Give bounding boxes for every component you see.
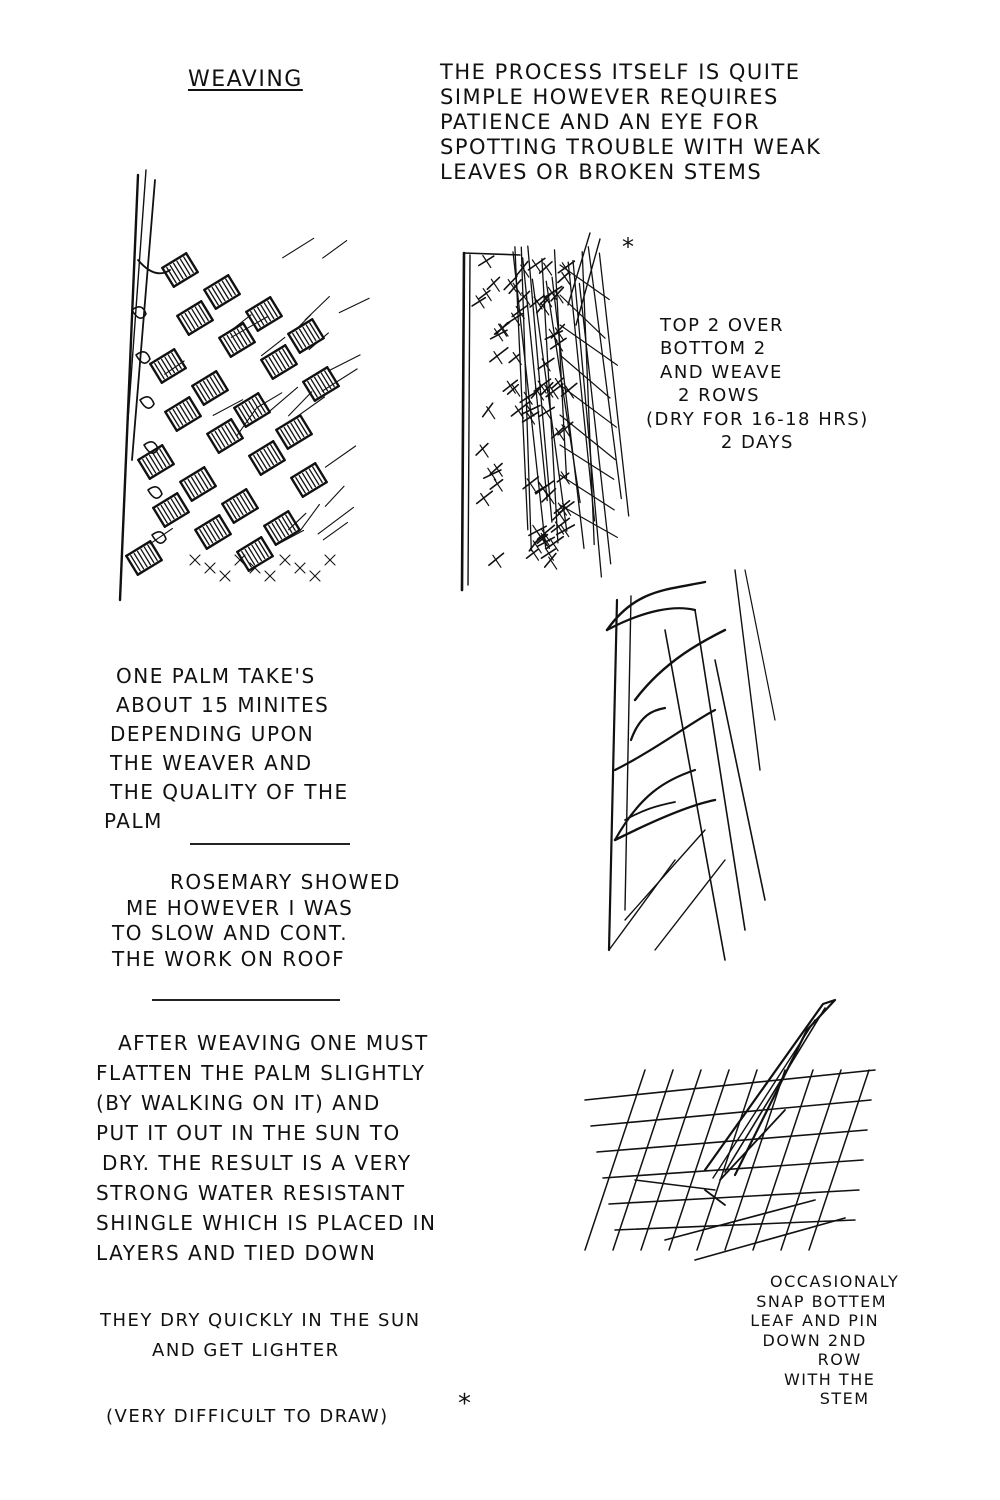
after-weaving-line: STRONG WATER RESISTANT bbox=[96, 1181, 406, 1205]
sketch-stroke bbox=[257, 454, 266, 469]
sketch-stroke bbox=[609, 600, 617, 950]
stem-pin-strokes bbox=[585, 1000, 875, 1260]
asterisk-mark: * bbox=[458, 1389, 473, 1419]
sketch-stroke bbox=[669, 1070, 729, 1250]
sketch-stroke bbox=[195, 307, 204, 322]
palm-time-line: THE WEAVER AND bbox=[110, 751, 313, 775]
sketch-stroke bbox=[148, 487, 162, 498]
sketch-stroke bbox=[183, 403, 192, 418]
sketch-stroke bbox=[294, 421, 303, 436]
sketch-stroke bbox=[156, 451, 165, 466]
sketch-stroke bbox=[204, 275, 228, 290]
sketch-stroke bbox=[641, 1070, 701, 1250]
weave-step-line: 2 DAYS bbox=[720, 431, 794, 453]
after-weaving-line: AFTER WEAVING ONE MUST bbox=[118, 1031, 429, 1055]
sketch-stroke bbox=[207, 379, 216, 394]
sketch-stroke bbox=[318, 507, 353, 534]
divider-line bbox=[190, 843, 350, 845]
sketch-stroke bbox=[160, 449, 169, 464]
sketch-stroke bbox=[215, 432, 224, 447]
sketch-stroke bbox=[162, 368, 186, 383]
snap-leaf-note bbox=[730, 1272, 899, 1409]
palm-time-line: DEPENDING UPON bbox=[110, 722, 315, 746]
sketch-stroke bbox=[192, 309, 201, 324]
sketch-stroke bbox=[234, 499, 243, 514]
weave-step-line: TOP 2 OVER bbox=[660, 315, 784, 336]
sketch-stroke bbox=[234, 508, 258, 523]
sketch-stroke bbox=[185, 482, 194, 497]
palm-leaf-fold-sketch bbox=[595, 570, 785, 965]
sketch-stroke bbox=[153, 493, 177, 508]
sketch-stroke bbox=[214, 375, 223, 390]
sketch-stroke bbox=[216, 294, 240, 309]
sketch-stroke bbox=[150, 349, 174, 364]
sketch-stroke bbox=[613, 1070, 673, 1250]
sketch-stroke bbox=[477, 491, 493, 503]
after-weaving-line: PUT IT OUT IN THE SUN TO bbox=[96, 1121, 401, 1145]
sketch-stroke bbox=[325, 446, 355, 467]
dry-quickly-line: AND GET LIGHTER bbox=[152, 1339, 340, 1361]
rosemary-line: ROSEMARY SHOWED bbox=[170, 870, 401, 894]
sketch-stroke bbox=[197, 386, 206, 401]
sketch-stroke bbox=[745, 570, 775, 720]
sketch-stroke bbox=[298, 419, 307, 434]
sketch-stroke bbox=[299, 476, 308, 491]
sketch-stroke bbox=[558, 261, 574, 273]
sketch-stroke bbox=[249, 401, 258, 416]
sketch-stroke bbox=[239, 408, 248, 423]
sketch-stroke bbox=[261, 451, 270, 466]
sketch-stroke bbox=[255, 543, 264, 558]
sketch-stroke bbox=[192, 486, 216, 501]
sketch-stroke bbox=[174, 263, 183, 278]
sketch-stroke bbox=[153, 453, 162, 468]
sketch-stroke bbox=[283, 238, 314, 257]
dry-quickly-line: THEY DRY QUICKLY IN THE SUN bbox=[100, 1310, 421, 1331]
sketch-stroke bbox=[735, 570, 760, 770]
snap-leaf-line: WITH THE bbox=[783, 1369, 876, 1389]
sketch-stroke bbox=[177, 416, 201, 431]
sketch-stroke bbox=[131, 556, 140, 571]
sketch-stroke bbox=[120, 175, 138, 600]
sketch-stroke bbox=[568, 233, 590, 305]
sketch-stroke bbox=[625, 830, 705, 920]
intro-line: SIMPLE HOWEVER REQUIRES bbox=[440, 84, 779, 109]
sketch-stroke bbox=[311, 380, 320, 395]
sketch-stroke bbox=[141, 549, 150, 564]
sketch-stroke bbox=[306, 325, 315, 340]
sketch-stroke bbox=[200, 530, 209, 545]
sketch-stroke bbox=[296, 478, 305, 493]
sketch-stroke bbox=[165, 512, 189, 527]
sketch-stroke bbox=[246, 297, 270, 312]
sketch-stroke bbox=[177, 301, 201, 316]
intro-line: SPOTTING TROUBLE WITH WEAK bbox=[440, 134, 822, 159]
weave-step-line: 2 ROWS bbox=[678, 385, 761, 407]
sketch-stroke bbox=[781, 1070, 841, 1250]
sketch-stroke bbox=[258, 307, 267, 322]
sketch-stroke bbox=[219, 429, 228, 444]
sketch-stroke bbox=[306, 471, 315, 486]
palm-leaf-fold-strokes bbox=[607, 570, 775, 960]
sketch-stroke bbox=[599, 253, 628, 516]
sketch-stroke bbox=[244, 493, 253, 508]
intro-line: THE PROCESS ITSELF IS QUITE bbox=[440, 60, 801, 84]
sketch-stroke bbox=[256, 397, 265, 412]
sketch-stroke bbox=[269, 526, 278, 541]
sketch-stroke bbox=[170, 412, 179, 427]
sketch-stroke bbox=[242, 406, 251, 421]
sketch-stroke bbox=[227, 504, 236, 519]
sketch-stroke bbox=[635, 1180, 715, 1190]
sketch-stroke bbox=[199, 305, 208, 320]
sketch-stroke bbox=[240, 495, 249, 510]
after-weaving-line: SHINGLE WHICH IS PLACED IN bbox=[96, 1211, 437, 1235]
sketch-stroke bbox=[177, 407, 186, 422]
sketch-stroke bbox=[182, 316, 191, 331]
woven-palm-sketch bbox=[110, 160, 360, 610]
sketch-stroke bbox=[261, 460, 285, 475]
sketch-stroke bbox=[252, 545, 261, 560]
sketch-stroke bbox=[185, 314, 194, 329]
sketch-stroke bbox=[165, 397, 189, 412]
sketch-stroke bbox=[266, 360, 275, 375]
sketch-stroke bbox=[281, 430, 290, 445]
sketch-stroke bbox=[259, 541, 268, 556]
intro-line: PATIENCE AND AN EYE FOR bbox=[440, 109, 761, 134]
sketch-stroke bbox=[204, 390, 228, 405]
sketch-stroke bbox=[143, 460, 152, 475]
sketch-stroke bbox=[323, 241, 347, 259]
sketch-stroke bbox=[192, 477, 201, 492]
sketch-stroke bbox=[322, 369, 357, 391]
sketch-stroke bbox=[325, 486, 344, 506]
sketch-stroke bbox=[242, 552, 251, 567]
sketch-stroke bbox=[251, 312, 260, 327]
sketch-stroke bbox=[165, 503, 174, 518]
weave-step-line: BOTTOM 2 bbox=[660, 338, 767, 360]
sketch-stroke bbox=[267, 447, 276, 462]
sketch-stroke bbox=[329, 355, 361, 371]
sketch-stroke bbox=[276, 521, 285, 536]
sketch-stroke bbox=[555, 250, 567, 478]
after-weaving-line: FLATTEN THE PALM SLIGHTLY bbox=[96, 1061, 426, 1085]
sketch-stroke bbox=[126, 541, 150, 556]
sketch-stroke bbox=[189, 320, 213, 335]
sketch-stroke bbox=[189, 311, 198, 326]
sketch-stroke bbox=[665, 630, 725, 960]
sketch-stroke bbox=[268, 301, 277, 316]
sketch-stroke bbox=[552, 277, 584, 548]
sketch-stroke bbox=[146, 458, 155, 473]
snap-leaf-line: DOWN 2ND bbox=[762, 1330, 867, 1350]
sketch-stroke bbox=[207, 525, 216, 540]
sketch-stroke bbox=[187, 401, 196, 416]
sketch-stroke bbox=[195, 475, 204, 490]
sketch-stroke bbox=[144, 547, 153, 562]
sketch-stroke bbox=[264, 511, 288, 526]
sketch-stroke bbox=[273, 355, 282, 370]
sketch-stroke bbox=[198, 473, 207, 488]
sketch-stroke bbox=[258, 316, 282, 331]
sketch-stroke bbox=[219, 438, 243, 453]
sketch-stroke bbox=[158, 508, 167, 523]
sketch-stroke bbox=[204, 381, 213, 396]
sketch-stroke bbox=[301, 505, 319, 530]
sketch-stroke bbox=[138, 560, 162, 575]
sketch-stroke bbox=[588, 247, 621, 499]
sketch-stroke bbox=[271, 387, 298, 410]
sketch-stroke bbox=[487, 407, 495, 419]
sketch-stroke bbox=[462, 253, 464, 590]
sketch-stroke bbox=[283, 349, 292, 364]
dense-weave-sketch bbox=[450, 225, 630, 600]
sketch-stroke bbox=[310, 323, 319, 338]
palm-time-note bbox=[104, 662, 349, 836]
rosemary-line: ME HOWEVER I WAS bbox=[126, 895, 354, 920]
sketch-stroke bbox=[227, 336, 236, 351]
sketch-stroke bbox=[184, 257, 193, 272]
sketch-stroke bbox=[213, 521, 222, 536]
sketch-stroke bbox=[313, 467, 322, 482]
sketch-stroke bbox=[271, 445, 280, 460]
sketch-stroke bbox=[134, 554, 143, 569]
sketch-stroke bbox=[289, 392, 312, 416]
snap-leaf-line: SNAP BOTTEM bbox=[756, 1291, 888, 1311]
sketch-stroke bbox=[219, 283, 228, 298]
sketch-stroke bbox=[303, 327, 312, 342]
sketch-stroke bbox=[150, 455, 159, 470]
sketch-stroke bbox=[174, 272, 198, 287]
sketch-stroke bbox=[162, 359, 171, 374]
sketch-stroke bbox=[279, 519, 288, 534]
sketch-stroke bbox=[300, 329, 309, 344]
sketch-stroke bbox=[209, 290, 218, 305]
sketch-stroke bbox=[237, 537, 261, 552]
sketch-stroke bbox=[254, 456, 263, 471]
sketch-stroke bbox=[200, 384, 209, 399]
sketch-stroke bbox=[217, 519, 226, 534]
sketch-stroke bbox=[249, 441, 273, 456]
page-title: WEAVING bbox=[188, 67, 303, 92]
sketch-stroke bbox=[276, 353, 285, 368]
sketch-stroke bbox=[585, 1070, 875, 1100]
sketch-stroke bbox=[180, 259, 189, 274]
sketch-stroke bbox=[339, 298, 369, 312]
sketch-stroke bbox=[222, 281, 231, 296]
difficult-to-draw-note: (VERY DIFFICULT TO DRAW) bbox=[106, 1406, 389, 1427]
woven-palm-strokes bbox=[120, 170, 369, 600]
sketch-stroke bbox=[631, 708, 665, 740]
after-weaving-line: DRY. THE RESULT IS A VERY bbox=[102, 1151, 412, 1175]
sketch-stroke bbox=[560, 505, 617, 537]
asterisk-mark: * bbox=[622, 233, 636, 261]
sketch-stroke bbox=[309, 469, 318, 484]
sketch-stroke bbox=[625, 802, 675, 820]
stem-pin-sketch bbox=[575, 990, 900, 1275]
sketch-stroke bbox=[231, 342, 255, 357]
sketch-stroke bbox=[272, 524, 281, 539]
sketch-stroke bbox=[725, 1008, 825, 1172]
sketch-stroke bbox=[158, 362, 167, 377]
sketch-stroke bbox=[464, 253, 520, 255]
sketch-stroke bbox=[288, 434, 312, 449]
sketch-stroke bbox=[249, 556, 273, 571]
after-weaving-line: LAYERS AND TIED DOWN bbox=[96, 1241, 377, 1265]
sketch-stroke bbox=[177, 261, 186, 276]
sketch-stroke bbox=[282, 517, 291, 532]
sketch-stroke bbox=[713, 1020, 815, 1178]
sketch-stroke bbox=[249, 547, 258, 562]
sketch-stroke bbox=[323, 522, 347, 539]
weave-step-line: AND WEAVE bbox=[660, 361, 783, 383]
sketch-stroke bbox=[148, 545, 157, 560]
sketch-stroke bbox=[284, 428, 293, 443]
sketch-stroke bbox=[294, 397, 325, 419]
snap-leaf-line: LEAF AND PIN bbox=[750, 1311, 880, 1331]
sketch-stroke bbox=[167, 268, 176, 283]
sketch-stroke bbox=[288, 319, 312, 334]
sketch-stroke bbox=[230, 502, 239, 517]
sketch-stroke bbox=[291, 423, 300, 438]
after-weaving-line: (BY WALKING ON IT) AND bbox=[96, 1091, 381, 1115]
sketch-stroke bbox=[171, 499, 180, 514]
palm-time-line: ABOUT 15 MINITES bbox=[116, 693, 330, 717]
sketch-stroke bbox=[203, 528, 212, 543]
sketch-stroke bbox=[635, 630, 725, 700]
after-weaving-note bbox=[96, 1028, 436, 1268]
sketch-stroke bbox=[226, 279, 235, 294]
sketch-stroke bbox=[222, 489, 246, 504]
sketch-stroke bbox=[538, 358, 554, 369]
sketch-stroke bbox=[170, 266, 179, 281]
intro-line: LEAVES OR BROKEN STEMS bbox=[440, 159, 763, 184]
sketch-stroke bbox=[175, 497, 184, 512]
sketch-stroke bbox=[216, 285, 225, 300]
sketch-stroke bbox=[188, 480, 197, 495]
sketch-stroke bbox=[273, 364, 297, 379]
sketch-stroke bbox=[288, 425, 297, 440]
rosemary-note bbox=[112, 870, 401, 972]
rosemary-line: TO SLOW AND CONT. bbox=[112, 921, 349, 946]
weave-step-line: (DRY FOR 16-18 HRS) bbox=[646, 408, 869, 430]
sketch-stroke bbox=[202, 471, 211, 486]
sketch-stroke bbox=[180, 467, 204, 482]
sketch-stroke bbox=[222, 427, 231, 442]
sketch-stroke bbox=[237, 497, 246, 512]
snap-leaf-line: ROW bbox=[817, 1350, 862, 1370]
sketch-stroke bbox=[180, 405, 189, 420]
sketch-stroke bbox=[607, 608, 695, 630]
sketch-stroke bbox=[293, 334, 302, 349]
sketch-stroke bbox=[210, 523, 219, 538]
sketch-stroke bbox=[210, 377, 219, 392]
sketch-stroke bbox=[609, 1190, 859, 1204]
sketch-stroke bbox=[625, 596, 631, 910]
dense-weave-strokes bbox=[462, 233, 629, 590]
sketch-stroke bbox=[303, 367, 327, 382]
sketch-stroke bbox=[207, 534, 231, 549]
palm-time-line: ONE PALM TAKE'S bbox=[116, 664, 316, 688]
sketch-stroke bbox=[264, 449, 273, 464]
snap-leaf-line: STEM bbox=[819, 1389, 870, 1409]
sketch-stroke bbox=[303, 482, 327, 497]
sketch-stroke bbox=[195, 515, 219, 530]
snap-leaf-line: OCCASIONALY bbox=[770, 1272, 900, 1291]
divider-line bbox=[152, 999, 340, 1001]
sketch-stroke bbox=[168, 501, 177, 516]
sketch-stroke bbox=[279, 351, 288, 366]
sketch-stroke bbox=[155, 364, 164, 379]
sketch-stroke bbox=[573, 261, 601, 578]
dry-quickly-note bbox=[100, 1306, 421, 1365]
sketch-stroke bbox=[207, 419, 231, 434]
sketch-stroke bbox=[264, 303, 273, 318]
sketch-stroke bbox=[138, 551, 147, 566]
sketch-stroke bbox=[468, 255, 470, 585]
sketch-stroke bbox=[296, 332, 305, 347]
sketch-stroke bbox=[291, 463, 315, 478]
sketch-stroke bbox=[150, 464, 174, 479]
palm-time-line: THE QUALITY OF THE bbox=[110, 780, 349, 804]
sketch-stroke bbox=[173, 410, 182, 425]
sketch-stroke bbox=[269, 358, 278, 373]
sketch-stroke bbox=[303, 473, 312, 488]
sketch-stroke bbox=[192, 371, 216, 386]
weave-steps-note bbox=[646, 314, 869, 454]
intro-note bbox=[440, 60, 821, 185]
sketch-stroke bbox=[225, 425, 234, 440]
sketch-stroke bbox=[276, 530, 300, 545]
sketch-stroke bbox=[560, 325, 617, 365]
sketch-stroke bbox=[162, 253, 186, 268]
sketch-stroke bbox=[234, 393, 258, 408]
palm-time-line: PALM bbox=[104, 809, 163, 833]
rosemary-line: THE WORK ON ROOF bbox=[112, 946, 346, 971]
sketch-stroke bbox=[224, 338, 233, 353]
sketch-stroke bbox=[560, 475, 614, 510]
sketch-stroke bbox=[136, 352, 150, 363]
sketch-stroke bbox=[483, 403, 493, 417]
sketch-stroke bbox=[246, 412, 270, 427]
sketch-stroke bbox=[212, 288, 221, 303]
sketch-stroke bbox=[140, 397, 154, 408]
sketch-stroke bbox=[254, 310, 263, 325]
sketch-stroke bbox=[161, 506, 170, 521]
sketch-stroke bbox=[212, 434, 221, 449]
sketch-stroke bbox=[490, 480, 502, 489]
